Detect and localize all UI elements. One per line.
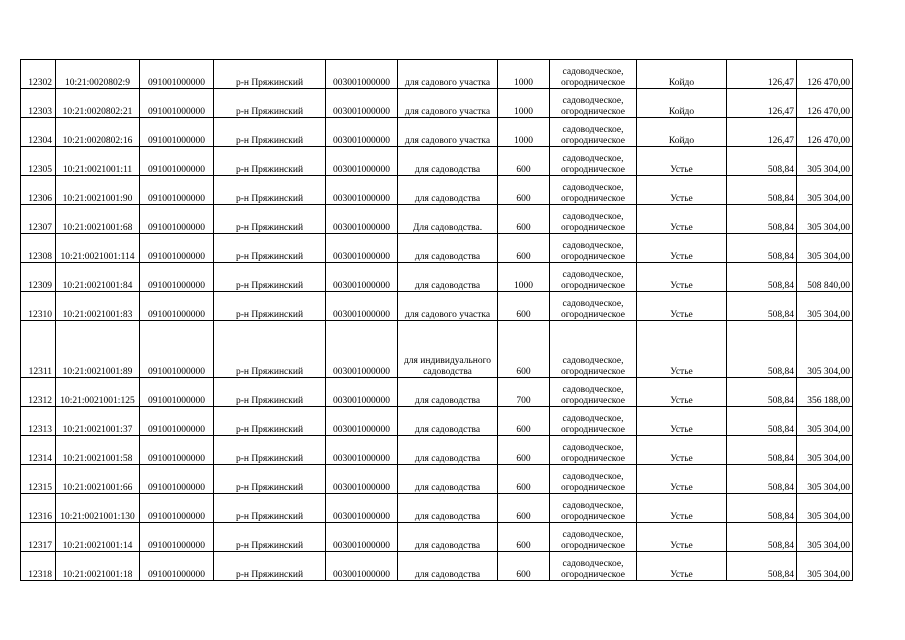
row-number-cell: 12311 — [21, 321, 56, 378]
code-cell: 091001000000 — [140, 436, 214, 465]
cadastral-number-cell: 10:21:0021001:58 — [56, 436, 140, 465]
okato-cell: 003001000000 — [326, 465, 398, 494]
district-cell: р-н Пряжинский — [214, 407, 326, 436]
locality-cell: Устье — [637, 321, 727, 378]
cadastral-number-cell: 10:21:0020802:21 — [56, 89, 140, 118]
district-cell: р-н Пряжинский — [214, 465, 326, 494]
code-cell: 091001000000 — [140, 118, 214, 147]
district-cell: р-н Пряжинский — [214, 321, 326, 378]
table-row — [21, 176, 853, 205]
specific-value-cell: 508,84 — [727, 205, 797, 234]
okato-cell: 003001000000 — [326, 552, 398, 581]
okato-cell: 003001000000 — [326, 407, 398, 436]
table-row — [21, 205, 853, 234]
cadastral-value-cell: 305 304,00 — [797, 523, 853, 552]
permitted-use-cell: для садоводства — [398, 494, 498, 523]
permitted-use-cell: для садового участка — [398, 118, 498, 147]
specific-value-cell: 508,84 — [727, 176, 797, 205]
use-category-cell: садоводческое, огородническое — [550, 552, 637, 581]
okato-cell: 003001000000 — [326, 263, 398, 292]
okato-cell: 003001000000 — [326, 321, 398, 378]
cadastral-value-cell: 126 470,00 — [797, 118, 853, 147]
code-cell: 091001000000 — [140, 234, 214, 263]
use-category-cell: садоводческое, огородническое — [550, 436, 637, 465]
permitted-use-cell: для садоводства — [398, 378, 498, 407]
code-cell: 091001000000 — [140, 523, 214, 552]
cadastral-value-cell: 356 188,00 — [797, 378, 853, 407]
use-category-cell: садоводческое, огородническое — [550, 60, 637, 89]
specific-value-cell: 508,84 — [727, 552, 797, 581]
permitted-use-cell: для садового участка — [398, 89, 498, 118]
table-row — [21, 89, 853, 118]
permitted-use-cell: для садоводства — [398, 523, 498, 552]
specific-value-cell: 508,84 — [727, 378, 797, 407]
code-cell: 091001000000 — [140, 552, 214, 581]
district-cell: р-н Пряжинский — [214, 147, 326, 176]
area-cell: 600 — [498, 407, 550, 436]
okato-cell: 003001000000 — [326, 292, 398, 321]
specific-value-cell: 126,47 — [727, 118, 797, 147]
row-number-cell: 12302 — [21, 60, 56, 89]
cadastral-number-cell: 10:21:0021001:18 — [56, 552, 140, 581]
cadastral-value-cell: 305 304,00 — [797, 436, 853, 465]
row-number-cell: 12309 — [21, 263, 56, 292]
specific-value-cell: 508,84 — [727, 465, 797, 494]
locality-cell: Устье — [637, 292, 727, 321]
district-cell: р-н Пряжинский — [214, 494, 326, 523]
specific-value-cell: 508,84 — [727, 263, 797, 292]
area-cell: 1000 — [498, 263, 550, 292]
okato-cell: 003001000000 — [326, 378, 398, 407]
code-cell: 091001000000 — [140, 263, 214, 292]
area-cell: 600 — [498, 321, 550, 378]
district-cell: р-н Пряжинский — [214, 118, 326, 147]
table-row — [21, 118, 853, 147]
permitted-use-cell: для садоводства — [398, 465, 498, 494]
permitted-use-cell: для садоводства — [398, 436, 498, 465]
district-cell: р-н Пряжинский — [214, 552, 326, 581]
table-row — [21, 263, 853, 292]
specific-value-cell: 508,84 — [727, 321, 797, 378]
use-category-cell: садоводческое, огородническое — [550, 407, 637, 436]
okato-cell: 003001000000 — [326, 89, 398, 118]
permitted-use-cell: для садоводства — [398, 552, 498, 581]
cadastral-value-cell: 305 304,00 — [797, 494, 853, 523]
row-number-cell: 12315 — [21, 465, 56, 494]
locality-cell: Устье — [637, 552, 727, 581]
table-body — [21, 60, 853, 581]
district-cell: р-н Пряжинский — [214, 436, 326, 465]
cadastral-value-cell: 305 304,00 — [797, 176, 853, 205]
locality-cell: Устье — [637, 494, 727, 523]
okato-cell: 003001000000 — [326, 523, 398, 552]
table-row — [21, 292, 853, 321]
land-register-sheet — [20, 59, 852, 581]
use-category-cell: садоводческое, огородническое — [550, 523, 637, 552]
specific-value-cell: 126,47 — [727, 89, 797, 118]
code-cell: 091001000000 — [140, 378, 214, 407]
locality-cell: Устье — [637, 234, 727, 263]
district-cell: р-н Пряжинский — [214, 292, 326, 321]
okato-cell: 003001000000 — [326, 436, 398, 465]
cadastral-value-cell: 305 304,00 — [797, 552, 853, 581]
cadastral-number-cell: 10:21:0021001:84 — [56, 263, 140, 292]
table-row — [21, 436, 853, 465]
code-cell: 091001000000 — [140, 60, 214, 89]
locality-cell: Устье — [637, 523, 727, 552]
row-number-cell: 12316 — [21, 494, 56, 523]
code-cell: 091001000000 — [140, 494, 214, 523]
locality-cell: Устье — [637, 176, 727, 205]
specific-value-cell: 508,84 — [727, 234, 797, 263]
use-category-cell: садоводческое, огородническое — [550, 378, 637, 407]
cadastral-value-cell: 305 304,00 — [797, 321, 853, 378]
cadastral-number-cell: 10:21:0021001:83 — [56, 292, 140, 321]
use-category-cell: садоводческое, огородническое — [550, 147, 637, 176]
use-category-cell: садоводческое, огородническое — [550, 263, 637, 292]
area-cell: 600 — [498, 465, 550, 494]
table-row — [21, 234, 853, 263]
cadastral-number-cell: 10:21:0021001:130 — [56, 494, 140, 523]
code-cell: 091001000000 — [140, 205, 214, 234]
code-cell: 091001000000 — [140, 89, 214, 118]
cadastral-value-cell: 305 304,00 — [797, 234, 853, 263]
row-number-cell: 12312 — [21, 378, 56, 407]
use-category-cell: садоводческое, огородническое — [550, 292, 637, 321]
district-cell: р-н Пряжинский — [214, 378, 326, 407]
district-cell: р-н Пряжинский — [214, 176, 326, 205]
area-cell: 600 — [498, 552, 550, 581]
cadastral-number-cell: 10:21:0021001:66 — [56, 465, 140, 494]
specific-value-cell: 126,47 — [727, 60, 797, 89]
area-cell: 1000 — [498, 89, 550, 118]
locality-cell: Устье — [637, 407, 727, 436]
locality-cell: Устье — [637, 436, 727, 465]
specific-value-cell: 508,84 — [727, 407, 797, 436]
code-cell: 091001000000 — [140, 176, 214, 205]
cadastral-value-cell: 126 470,00 — [797, 60, 853, 89]
use-category-cell: садоводческое, огородническое — [550, 234, 637, 263]
district-cell: р-н Пряжинский — [214, 60, 326, 89]
cadastral-value-cell: 126 470,00 — [797, 89, 853, 118]
table-row — [21, 407, 853, 436]
okato-cell: 003001000000 — [326, 234, 398, 263]
area-cell: 700 — [498, 378, 550, 407]
row-number-cell: 12303 — [21, 89, 56, 118]
use-category-cell: садоводческое, огородническое — [550, 321, 637, 378]
district-cell: р-н Пряжинский — [214, 523, 326, 552]
table-row — [21, 523, 853, 552]
row-number-cell: 12318 — [21, 552, 56, 581]
use-category-cell: садоводческое, огородническое — [550, 89, 637, 118]
specific-value-cell: 508,84 — [727, 436, 797, 465]
locality-cell: Устье — [637, 378, 727, 407]
locality-cell: Койдо — [637, 89, 727, 118]
district-cell: р-н Пряжинский — [214, 89, 326, 118]
row-number-cell: 12317 — [21, 523, 56, 552]
row-number-cell: 12310 — [21, 292, 56, 321]
cadastral-number-cell: 10:21:0021001:90 — [56, 176, 140, 205]
use-category-cell: садоводческое, огородническое — [550, 118, 637, 147]
cadastral-number-cell: 10:21:0021001:125 — [56, 378, 140, 407]
use-category-cell: садоводческое, огородническое — [550, 494, 637, 523]
specific-value-cell: 508,84 — [727, 292, 797, 321]
locality-cell: Устье — [637, 147, 727, 176]
specific-value-cell: 508,84 — [727, 523, 797, 552]
permitted-use-cell: для садоводства — [398, 263, 498, 292]
okato-cell: 003001000000 — [326, 494, 398, 523]
code-cell: 091001000000 — [140, 407, 214, 436]
cadastral-number-cell: 10:21:0021001:89 — [56, 321, 140, 378]
cadastral-number-cell: 10:21:0020802:9 — [56, 60, 140, 89]
okato-cell: 003001000000 — [326, 118, 398, 147]
use-category-cell: садоводческое, огородническое — [550, 176, 637, 205]
use-category-cell: садоводческое, огородническое — [550, 465, 637, 494]
locality-cell: Койдо — [637, 60, 727, 89]
cadastral-value-cell: 508 840,00 — [797, 263, 853, 292]
okato-cell: 003001000000 — [326, 205, 398, 234]
table-row — [21, 552, 853, 581]
okato-cell: 003001000000 — [326, 60, 398, 89]
cadastral-number-cell: 10:21:0021001:68 — [56, 205, 140, 234]
district-cell: р-н Пряжинский — [214, 205, 326, 234]
row-number-cell: 12306 — [21, 176, 56, 205]
permitted-use-cell: для садоводства — [398, 234, 498, 263]
area-cell: 600 — [498, 147, 550, 176]
cadastral-number-cell: 10:21:0021001:37 — [56, 407, 140, 436]
cadastral-value-cell: 305 304,00 — [797, 147, 853, 176]
cadastral-number-cell: 10:21:0021001:14 — [56, 523, 140, 552]
district-cell: р-н Пряжинский — [214, 263, 326, 292]
area-cell: 600 — [498, 494, 550, 523]
permitted-use-cell: для садоводства — [398, 176, 498, 205]
land-plots-table — [20, 59, 853, 581]
row-number-cell: 12305 — [21, 147, 56, 176]
okato-cell: 003001000000 — [326, 147, 398, 176]
row-number-cell: 12307 — [21, 205, 56, 234]
locality-cell: Устье — [637, 205, 727, 234]
row-number-cell: 12304 — [21, 118, 56, 147]
table-row — [21, 465, 853, 494]
area-cell: 600 — [498, 234, 550, 263]
cadastral-number-cell: 10:21:0021001:114 — [56, 234, 140, 263]
specific-value-cell: 508,84 — [727, 494, 797, 523]
cadastral-value-cell: 305 304,00 — [797, 407, 853, 436]
cadastral-value-cell: 305 304,00 — [797, 205, 853, 234]
table-row — [21, 378, 853, 407]
area-cell: 600 — [498, 205, 550, 234]
table-row — [21, 321, 853, 378]
permitted-use-cell: для садоводства — [398, 407, 498, 436]
locality-cell: Койдо — [637, 118, 727, 147]
permitted-use-cell: для садового участка — [398, 60, 498, 89]
area-cell: 600 — [498, 176, 550, 205]
district-cell: р-н Пряжинский — [214, 234, 326, 263]
row-number-cell: 12313 — [21, 407, 56, 436]
permitted-use-cell: Для садоводства. — [398, 205, 498, 234]
specific-value-cell: 508,84 — [727, 147, 797, 176]
table-row — [21, 147, 853, 176]
permitted-use-cell: для индивидуального садоводства — [398, 321, 498, 378]
code-cell: 091001000000 — [140, 465, 214, 494]
locality-cell: Устье — [637, 263, 727, 292]
area-cell: 600 — [498, 523, 550, 552]
code-cell: 091001000000 — [140, 292, 214, 321]
code-cell: 091001000000 — [140, 321, 214, 378]
permitted-use-cell: для садового участка — [398, 292, 498, 321]
area-cell: 600 — [498, 436, 550, 465]
table-row — [21, 494, 853, 523]
use-category-cell: садоводческое, огородническое — [550, 205, 637, 234]
okato-cell: 003001000000 — [326, 176, 398, 205]
area-cell: 1000 — [498, 60, 550, 89]
permitted-use-cell: для садоводства — [398, 147, 498, 176]
row-number-cell: 12314 — [21, 436, 56, 465]
cadastral-number-cell: 10:21:0021001:11 — [56, 147, 140, 176]
table-row — [21, 60, 853, 89]
locality-cell: Устье — [637, 465, 727, 494]
area-cell: 600 — [498, 292, 550, 321]
cadastral-value-cell: 305 304,00 — [797, 465, 853, 494]
cadastral-number-cell: 10:21:0020802:16 — [56, 118, 140, 147]
area-cell: 1000 — [498, 118, 550, 147]
cadastral-value-cell: 305 304,00 — [797, 292, 853, 321]
code-cell: 091001000000 — [140, 147, 214, 176]
row-number-cell: 12308 — [21, 234, 56, 263]
